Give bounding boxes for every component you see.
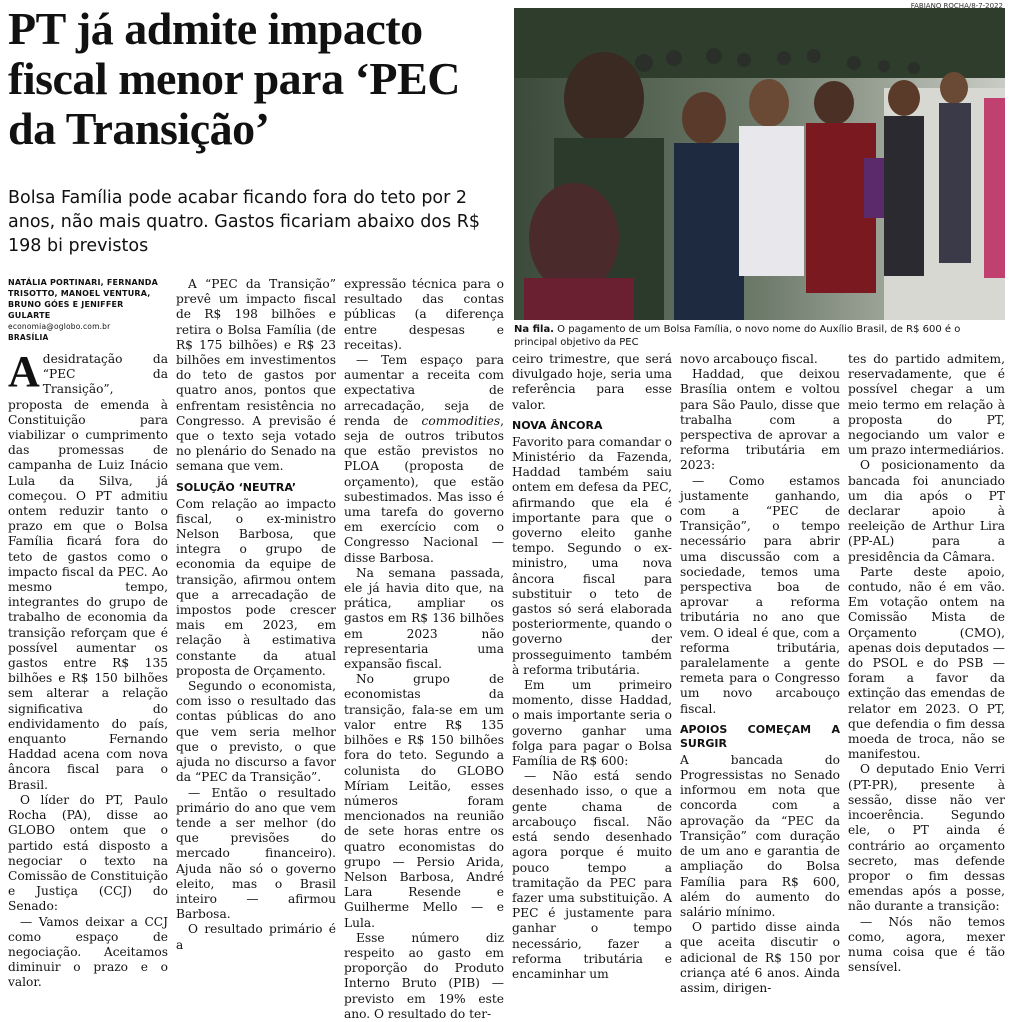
paragraph: tes do partido admitem, reservadamente, que é possível chegar a um meio termo em relação à proposta do PT, negociando um valor e um prazo intermediários. [848,352,1005,458]
caption-label: Na fila. [514,324,554,335]
paragraph: — Então o resultado primário do ano que vem tende a ser melhor (do que previsões do mercado financeiro). Ajuda não só o governo eleito, mas o Brasil inteiro — afirmou Barbosa. [176,785,336,922]
headline: PT já admite impacto fiscal menor para ‘PEC da Transição’ [8,3,460,154]
photo-credit: FABIANO ROCHA/8-7-2022 [910,2,1003,10]
column-4 [512,352,672,982]
paragraph: O resultado primário é a [176,922,336,952]
paragraph: Adesidratação da “PEC da Transição”, proposta de emenda à Constituição para viabilizar o cumprimento das promessas de campanha de Luiz Inácio Lula da Silva, já começou. O PT admitiu ontem reduzir tanto o prazo em que o Bolsa Família ficará fora do teto de gastos como o impacto fiscal da PEC. Ao mesmo tempo, integrantes do grupo de trabalho de economia da transição reforçam que é possível aumentar os gastos entre R$ 135 bilhões e R$ 150 bilhões sem alterar a relação significativa do endividamento do país, enquanto Fernando Haddad acena com nova âncora fiscal para o Brasil. [8,347,168,792]
paragraph: A bancada do Progressistas no Senado informou em nota que concorda com a aprovação da “PEC da Transição” com duração de um ano e garantia de ampliação do Bolsa Família para R$ 600, além do aumento do salário mínimo. [680,752,840,919]
paragraph: Haddad, que deixou Brasília ontem e voltou para São Paulo, disse que trabalha com a perspectiva de aprovar a reforma tributária em 2023: [680,367,840,473]
section-heading: APOIOS COMEÇAM A SURGIR [680,722,840,750]
paragraph: Em um primeiro momento, disse Haddad, o mais importante seria o governo ganhar uma folga para pagar o Bolsa Família de R$ 600: [512,678,672,769]
paragraph: Parte deste apoio, contudo, não é em vão. Em votação ontem na Comissão Mista de Orçamento (CMO), apenas dois deputados — do PSOL e do PSB — foram a favor da extinção das emendas de relator em 2023. O PT, que defendia o fim dessa moeda de troca, não se manifestou. [848,564,1005,762]
paragraph: O posicionamento da bancada foi anunciado um dia após o PT declarar apoio à reeleição de Arthur Lira (PP-AL) para a presidência da Câmara. [848,458,1005,564]
paragraph: — Não está sendo desenhado isso, o que a gente chama de arcabouço fiscal. Não está sendo desenhado agora porque é muito pouco tempo a tramitação da PEC para fazer uma substituição. A PEC é justamente para ganhar o tempo necessário, fazer a reforma tributária e encaminhar um [512,769,672,981]
column-5 [680,352,840,996]
paragraph: O líder do PT, Paulo Rocha (PA), disse ao GLOBO ontem que o partido está disposto a negociar o texto na Comissão de Constituição e Justiça (CCJ) do Senado: [8,792,168,914]
caption-text: O pagamento de um Bolsa Família, o novo nome do Auxílio Brasil, de R$ 600 é o principal objetivo da PEC [514,324,961,348]
drop-cap: A [8,347,40,396]
column-6 [848,352,1005,975]
deck-subtitle: Bolsa Família pode acabar ficando fora do teto por 2 anos, não mais quatro. Gastos ficariam abaixo dos R$ 198 bi previstos [8,188,480,256]
column-2 [176,277,336,953]
dateline-city: BRASÍLIA [8,333,49,342]
author-email: economia@oglobo.com.br [8,322,111,331]
news-photo [514,8,1005,320]
photo-caption [514,323,1005,349]
paragraph: novo arcabouço fiscal. [680,352,818,366]
paragraph: — Como estamos justamente ganhando, com a “PEC de Transição”, o tempo necessário para abrir uma discussão com a sociedade, temos uma perspectiva boa de aprovar a reforma tributária no ano que vem. O ideal é que, com a reforma tributária, paralelamente a gente remeta para o Congresso um novo arcabouço fiscal. [680,473,840,716]
column-3 [344,277,504,1022]
paragraph: No grupo de economistas da transição, fala-se em um valor entre R$ 135 bilhões e R$ 150 bilhões fora do teto. Segundo a colunista do GLOBO Míriam Leitão, esses números foram mencionados na reunião de sete horas entre os quatro economistas do grupo — Persio Arida, Nelson Barbosa, André Lara Resende e Guilherme Mello — e Lula. [344,672,504,930]
paragraph: Favorito para comandar o Ministério da Fazenda, Haddad também saiu ontem em defesa da PEC, afirmando que ela é importante para que o governo eleito ganhe tempo. Segundo o ex-ministro, uma nova âncora fiscal para substituir o teto de gastos só será elaborada posteriormente, quando o governo der prosseguimento também à reforma tributária. [512,434,672,677]
paragraph: Esse número diz respeito ao gasto em proporção do Produto Interno Bruto (PIB) — previsto em 19% este ano. O resultado do ter- [344,930,504,1021]
paragraph: O partido disse ainda que aceita discutir o adicional de R$ 150 por criança até 6 anos. Ainda assim, dirigen- [680,920,840,995]
paragraph: ceiro trimestre, que será divulgado hoje, seria uma referência para esse valor. [512,352,672,412]
column-1 [8,347,168,991]
paragraph: Na semana passada, ele já havia dito que, na prática, ampliar os gastos em R$ 136 bilhões em 2023 não representaria uma expansão fiscal. [344,565,504,672]
paragraph: — Tem espaço para aumentar a receita com expectativa de arrecadação, seja de renda de commodities, seja de outros tributos que estão previstos no PLOA (proposta de orçamento), que estão subestimados. Mas isso é uma tarefa do governo em exercício com o Congresso Nacional — disse Barbosa. [344,353,504,565]
byline [8,277,168,343]
paragraph: Segundo o economista, com isso o resultado das contas públicas do ano que vem seria melhor que o previsto, o que ajuda no discurso a favor da “PEC da Transição”. [176,679,336,785]
paragraph: expressão técnica para o resultado das contas públicas (a diferença entre despesas e receitas). [344,277,504,352]
authors: NATÁLIA PORTINARI, FERNANDA TRISOTTO, MANOEL VENTURA, BRUNO GÓES E JENIFFER GULARTE [8,278,158,320]
section-heading: SOLUÇÃO ‘NEUTRA’ [176,480,297,494]
paragraph: O deputado Enio Verri (PT-PR), presente à sessão, disse não ver incoerência. Segundo ele, o PT ainda é contrário ao orçamento secreto, mas defende propor o fim dessas emendas após a posse, não durante a transição: [848,762,1005,914]
paragraph: Com relação ao impacto fiscal, o ex-ministro Nelson Barbosa, que integra o grupo de economia da equipe de transição, afirmou ontem que a arrecadação de impostos pode crescer mais em 2023, em relação à estimativa constante da atual proposta de Orçamento. [176,496,336,678]
section-heading: NOVA ÂNCORA [512,418,603,432]
paragraph: — Vamos deixar a CCJ como espaço de negociação. Aceitamos diminuir o prazo e o valor. [8,914,168,990]
paragraph: A “PEC da Transição” prevê um impacto fiscal de R$ 198 bilhões e retira o Bolsa Família (de R$ 175 bilhões) e R$ 23 bilhões em investimentos do teto de gastos por quatro anos, pontos que enfrentam resistência no Congresso. A previsão é que o texto seja votado no plenário do Senado na semana que vem. [176,277,336,474]
paragraph: — Nós não temos como, agora, mexer numa coisa que é tão sensível. [848,914,1005,975]
